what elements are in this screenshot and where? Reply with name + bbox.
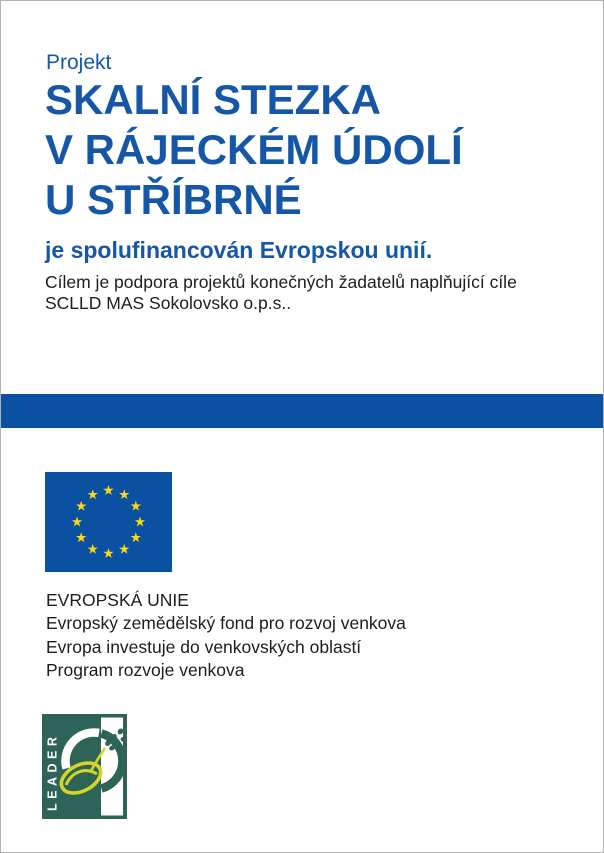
eu-attribution: [46, 589, 406, 682]
title-line-1: SKALNÍ STEZKA: [45, 76, 381, 123]
attribution-line-3: Evropa investuje do venkovských oblastí: [46, 636, 362, 657]
project-kicker: Projekt: [46, 51, 112, 74]
title-line-2: V RÁJECKÉM ÚDOLÍ: [45, 126, 463, 173]
title-line-3: U STŘÍBRNÉ: [45, 176, 302, 223]
leader-logo-icon: [42, 714, 127, 819]
project-description: [45, 272, 517, 314]
project-title: [45, 75, 463, 225]
project-subtitle: je spolufinancován Evropskou unií.: [45, 237, 433, 263]
attribution-line-1: EVROPSKÁ UNIE: [46, 590, 189, 610]
attribution-line-4: Program rozvoje venkova: [46, 659, 245, 680]
description-line-2: SCLLD MAS Sokolovsko o.p.s..: [45, 293, 292, 313]
description-line-1: Cílem je podpora projektů konečných žadatelů naplňující cíle: [45, 272, 517, 292]
attribution-line-2: Evropský zemědělský fond pro rozvoj venkova: [46, 613, 406, 634]
eu-flag-icon: [45, 472, 172, 572]
leader-wordmark: LEADER: [45, 732, 60, 811]
blue-divider-band: [1, 394, 603, 428]
